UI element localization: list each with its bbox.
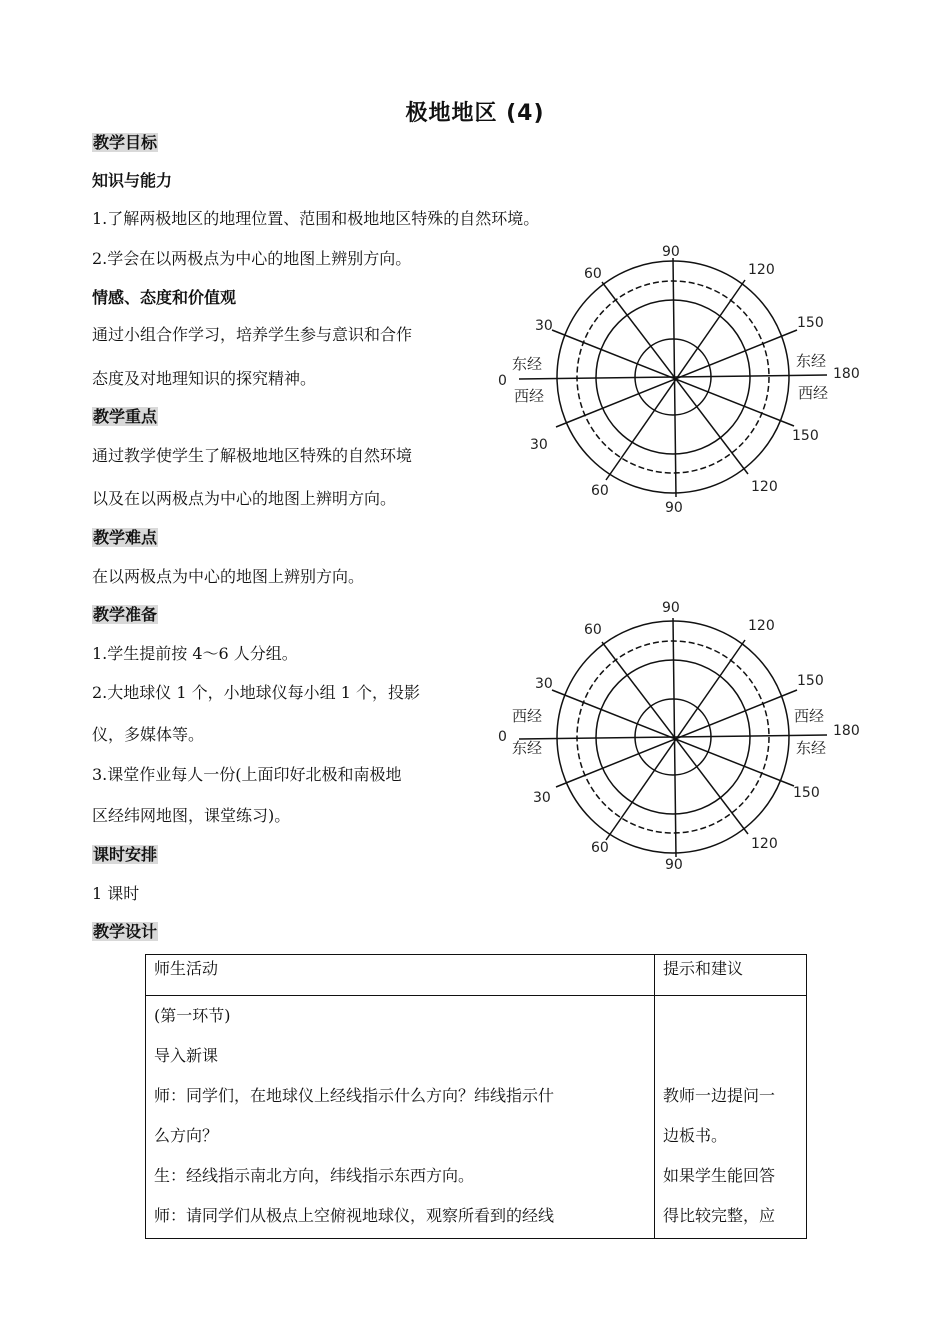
label-90-bottom: 90 <box>665 857 683 873</box>
label-90-top: 90 <box>662 600 680 616</box>
design-heading: 教学设计 <box>93 922 158 941</box>
hint-line: 教师一边提问一 <box>663 1086 776 1105</box>
label-west-longitude: 西经 <box>514 387 545 405</box>
label-east-longitude: 东经 <box>796 352 827 370</box>
label-60: 60 <box>591 483 609 499</box>
label-180: 180 <box>833 366 860 382</box>
activity-cell <box>146 996 655 1239</box>
label-east-longitude: 东经 <box>512 739 543 757</box>
label-150: 150 <box>797 315 824 331</box>
label-30: 30 <box>533 790 551 806</box>
hint-line: 如果学生能回答 <box>663 1166 776 1185</box>
polar-diagram-top <box>490 236 870 521</box>
hint-line: 边板书。 <box>663 1126 728 1145</box>
label-east-longitude: 东经 <box>796 739 827 757</box>
label-30: 30 <box>535 676 553 692</box>
prep-line: 3.课堂作业每人一份(上面印好北极和南极地 <box>92 765 402 784</box>
label-150: 150 <box>797 673 824 689</box>
label-150: 150 <box>792 428 819 444</box>
label-30: 30 <box>535 318 553 334</box>
hint-cell <box>655 996 807 1239</box>
emotion-line: 通过小组合作学习，培养学生参与意识和合作 <box>92 325 413 344</box>
prep-line: 仪，多媒体等。 <box>92 725 205 744</box>
prep-line: 1.学生提前按 4～6 人分组。 <box>92 644 298 663</box>
key-line: 通过教学使学生了解极地地区特殊的自然环境 <box>92 446 413 465</box>
label-120: 120 <box>751 479 778 495</box>
label-30: 30 <box>530 437 548 453</box>
activity-line: 导入新课 <box>154 1046 219 1065</box>
key-heading: 教学重点 <box>93 407 158 426</box>
activity-line: 师：同学们，在地球仪上经线指示什么方向？纬线指示什 <box>154 1086 555 1105</box>
activity-line: 生：经线指示南北方向，纬线指示东西方向。 <box>154 1166 475 1185</box>
label-60: 60 <box>584 622 602 638</box>
knowledge-heading: 知识与能力 <box>92 171 173 190</box>
activity-line: 师：请同学们从极点上空俯视地球仪，观察所看到的经线 <box>154 1206 555 1225</box>
label-120: 120 <box>748 618 775 634</box>
label-west-longitude: 西经 <box>798 384 829 402</box>
activity-line: 么方向？ <box>154 1126 219 1145</box>
key-line: 以及在以两极点为中心的地图上辨明方向。 <box>92 489 397 508</box>
label-east-longitude: 东经 <box>512 355 543 373</box>
table-header-row <box>146 955 807 996</box>
objectives-heading: 教学目标 <box>93 133 158 152</box>
label-120: 120 <box>751 836 778 852</box>
label-west-longitude: 西经 <box>794 707 825 725</box>
polar-diagram-bottom <box>490 596 870 876</box>
hint-line: 得比较完整，应 <box>663 1206 776 1225</box>
teaching-design-table <box>145 954 807 1239</box>
activity-line: (第一环节) <box>154 1006 231 1025</box>
label-90-bottom: 90 <box>665 500 683 516</box>
table-row <box>146 996 807 1239</box>
emotion-heading: 情感、态度和价值观 <box>92 288 237 307</box>
schedule-heading: 课时安排 <box>93 845 158 864</box>
prep-line: 区经纬网地图，课堂练习)。 <box>92 806 291 825</box>
header-activity: 师生活动 <box>146 955 655 996</box>
page-title: 极地地区 (4) <box>405 101 545 126</box>
difficulty-text: 在以两极点为中心的地图上辨别方向。 <box>92 567 365 586</box>
header-hints: 提示和建议 <box>655 955 807 996</box>
knowledge-item: 2.学会在以两极点为中心的地图上辨别方向。 <box>92 249 412 268</box>
label-west-longitude: 西经 <box>512 707 543 725</box>
label-120: 120 <box>748 262 775 278</box>
label-0: 0 <box>498 729 507 745</box>
knowledge-item: 1.了解两极地区的地理位置、范围和极地地区特殊的自然环境。 <box>92 209 540 228</box>
label-0: 0 <box>498 373 507 389</box>
label-60: 60 <box>584 266 602 282</box>
schedule-text: 1 课时 <box>92 884 140 903</box>
difficulty-heading: 教学难点 <box>93 528 158 547</box>
label-180: 180 <box>833 723 860 739</box>
label-90-top: 90 <box>662 244 680 260</box>
prep-heading: 教学准备 <box>93 605 158 624</box>
label-150: 150 <box>793 785 820 801</box>
label-60: 60 <box>591 840 609 856</box>
emotion-line: 态度及对地理知识的探究精神。 <box>92 369 317 388</box>
prep-line: 2.大地球仪 1 个，小地球仪每小组 1 个，投影 <box>92 683 420 702</box>
